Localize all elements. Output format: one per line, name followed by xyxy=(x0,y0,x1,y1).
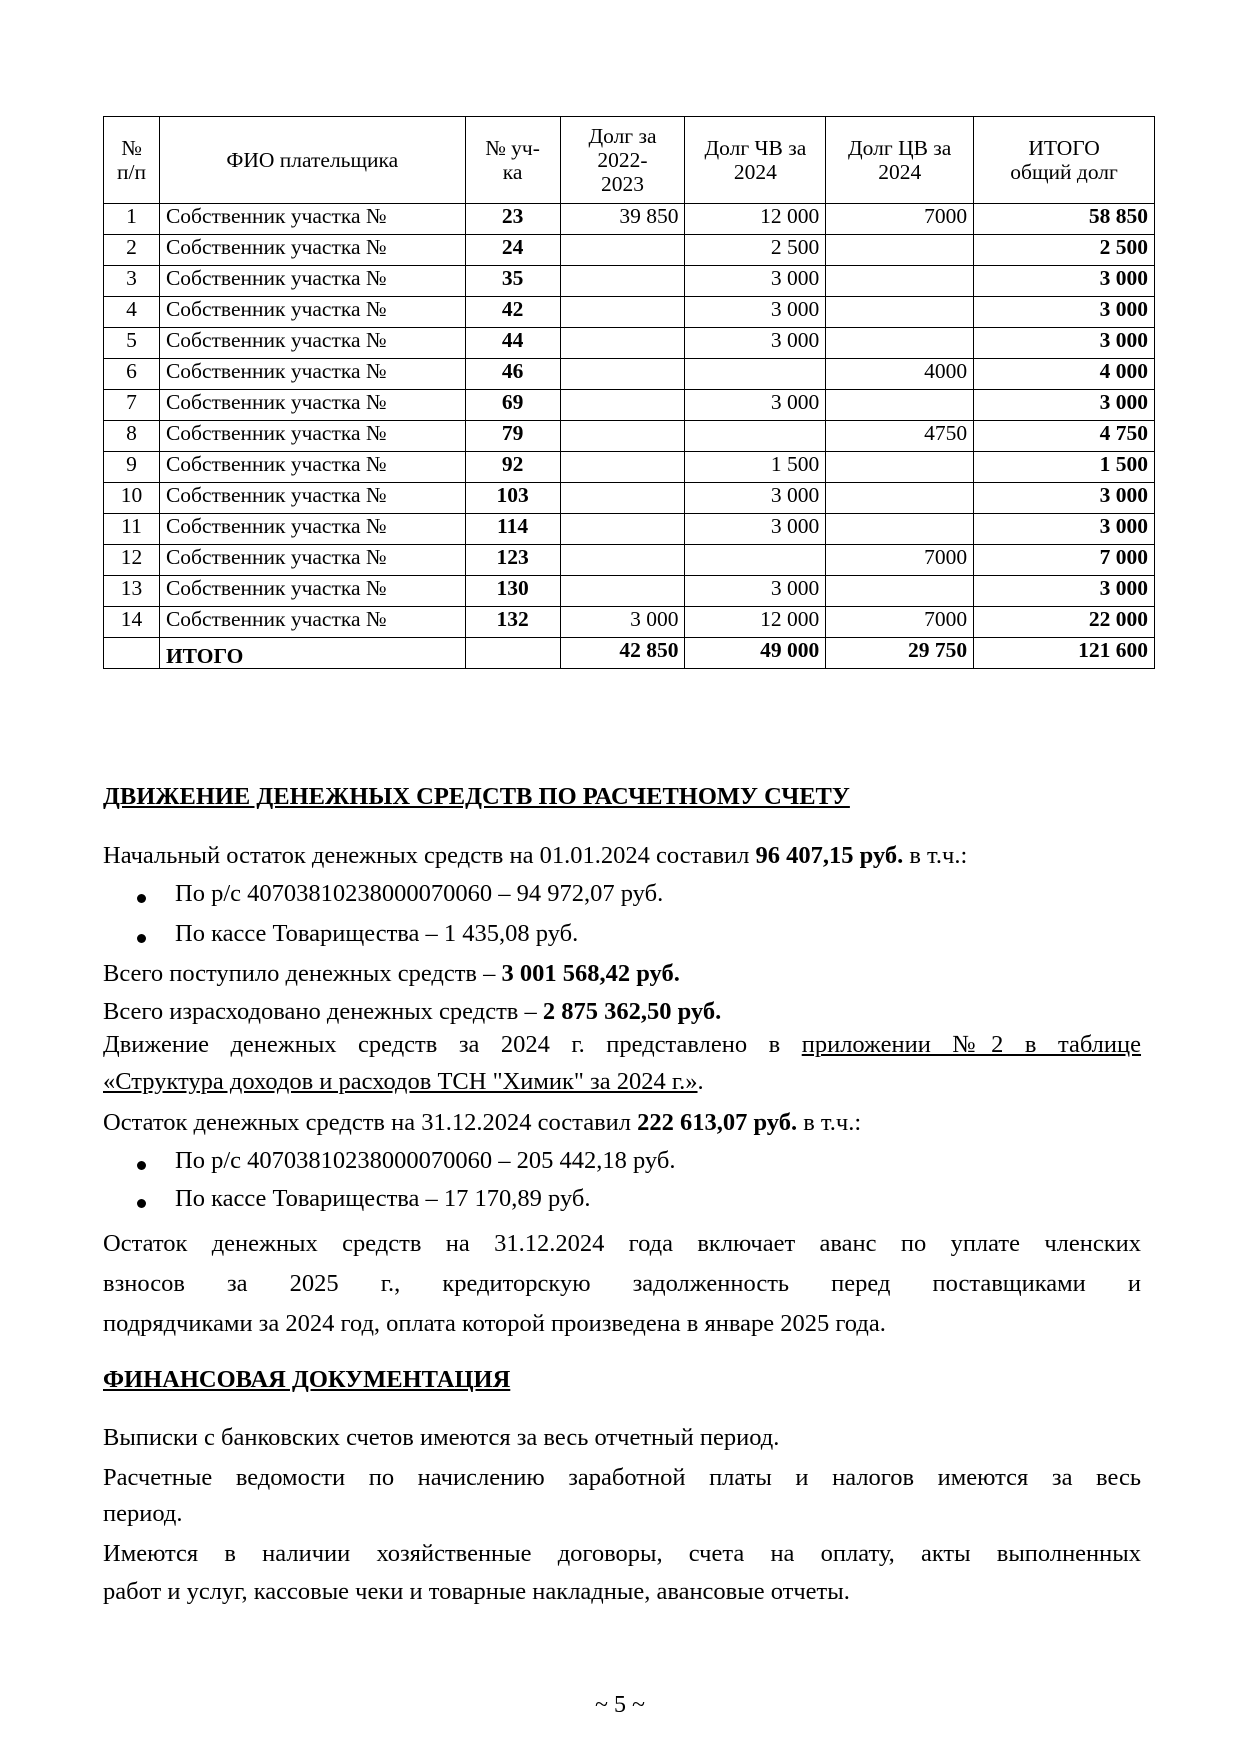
cell-debt-2022 xyxy=(560,235,685,266)
cell-name: Собственник участка № xyxy=(159,576,465,607)
cell-debt-cv: 1 500 xyxy=(685,452,826,483)
table-total-row xyxy=(104,638,1155,669)
cell-debt-2022 xyxy=(560,421,685,452)
bullet-text: По кассе Товарищества – 17 170,89 руб. xyxy=(175,1185,591,1212)
cell-debt-cv: 3 000 xyxy=(685,483,826,514)
finance-line-1: Выписки с банковских счетов имеются за весь отчетный период. xyxy=(103,1424,780,1451)
cell-num: 3 xyxy=(104,266,160,297)
cell-debt-2022 xyxy=(560,328,685,359)
cell-total: 1 500 xyxy=(974,452,1155,483)
cell-debt-cv: 3 000 xyxy=(685,328,826,359)
cell-name: Собственник участка № xyxy=(159,545,465,576)
cell-debt-tsv: 7000 xyxy=(826,545,974,576)
cell-num: 11 xyxy=(104,514,160,545)
bullet-dot-icon xyxy=(137,894,146,903)
note-line-1: Остаток денежных средств на 31.12.2024 года включает аванс по уплате членских xyxy=(103,1230,1141,1257)
cell-plot: 130 xyxy=(465,576,560,607)
cell-debt-cv: 3 000 xyxy=(685,297,826,328)
cell-num: 4 xyxy=(104,297,160,328)
table-row xyxy=(104,359,1155,390)
cell-plot: 44 xyxy=(465,328,560,359)
bullet-dot-icon xyxy=(137,934,146,943)
table-header-row xyxy=(104,117,1155,204)
movement-line-1 xyxy=(103,1027,1141,1063)
cell-debt-cv: 3 000 xyxy=(685,390,826,421)
cell-num: 1 xyxy=(104,204,160,235)
table-row xyxy=(104,421,1155,452)
cell-plot: 114 xyxy=(465,514,560,545)
spent-amount: 2 875 362,50 руб. xyxy=(542,998,722,1025)
received-line xyxy=(103,956,1141,992)
cell-plot: 123 xyxy=(465,545,560,576)
cell-total: 3 000 xyxy=(974,297,1155,328)
closing-amount: 222 613,07 руб. xyxy=(637,1109,798,1136)
cell-name: Собственник участка № xyxy=(159,297,465,328)
cell-num: 9 xyxy=(104,452,160,483)
cell-total: 3 000 xyxy=(974,266,1155,297)
cell-debt-tsv xyxy=(826,576,974,607)
cell-plot: 46 xyxy=(465,359,560,390)
list-item xyxy=(175,1147,675,1175)
cell-name: Собственник участка № xyxy=(159,235,465,266)
cell-plot: 42 xyxy=(465,297,560,328)
total-cell-plot xyxy=(465,638,560,669)
cell-num: 12 xyxy=(104,545,160,576)
opening-incl: в т.ч.: xyxy=(903,842,968,869)
cell-total: 4 000 xyxy=(974,359,1155,390)
note-line-2: взносов за 2025 г., кредиторскую задолженность перед поставщиками и xyxy=(103,1270,1141,1297)
cell-num: 5 xyxy=(104,328,160,359)
cell-debt-tsv xyxy=(826,514,974,545)
cell-debt-tsv xyxy=(826,452,974,483)
finance-line-3a: Имеются в наличии хозяйственные договоры, счета на оплату, акты выполненных xyxy=(103,1540,1141,1567)
total-debt-2022: 42 850 xyxy=(560,638,685,669)
cell-debt-cv: 12 000 xyxy=(685,607,826,638)
cell-total: 3 000 xyxy=(974,514,1155,545)
cell-total: 2 500 xyxy=(974,235,1155,266)
closing-text: Остаток денежных средств на 31.12.2024 составил xyxy=(103,1109,638,1136)
cell-debt-tsv: 4000 xyxy=(826,359,974,390)
cell-debt-tsv xyxy=(826,390,974,421)
movement-text: Движение денежных средств за 2024 г. представлено в xyxy=(103,1031,802,1058)
cell-debt-cv xyxy=(685,545,826,576)
cell-total: 3 000 xyxy=(974,390,1155,421)
cell-debt-2022 xyxy=(560,483,685,514)
cell-total: 3 000 xyxy=(974,576,1155,607)
cell-debt-2022 xyxy=(560,514,685,545)
table-row xyxy=(104,235,1155,266)
table-row xyxy=(104,607,1155,638)
cell-total: 4 750 xyxy=(974,421,1155,452)
header-total: ИТОГО общий долг xyxy=(974,117,1155,204)
opening-text: Начальный остаток денежных средств на 01.01.2024 составил xyxy=(103,842,756,869)
cell-debt-tsv: 4750 xyxy=(826,421,974,452)
cell-total: 22 000 xyxy=(974,607,1155,638)
opening-amount: 96 407,15 руб. xyxy=(755,842,904,869)
cell-debt-cv: 12 000 xyxy=(685,204,826,235)
cell-num: 14 xyxy=(104,607,160,638)
cell-debt-cv xyxy=(685,421,826,452)
cell-name: Собственник участка № xyxy=(159,483,465,514)
list-item xyxy=(175,1185,591,1213)
cell-name: Собственник участка № xyxy=(159,421,465,452)
spent-text: Всего израсходовано денежных средств – xyxy=(103,998,543,1025)
list-item xyxy=(175,880,663,908)
cell-plot: 92 xyxy=(465,452,560,483)
cell-num: 6 xyxy=(104,359,160,390)
cell-plot: 79 xyxy=(465,421,560,452)
cell-debt-tsv xyxy=(826,235,974,266)
cell-debt-cv: 3 000 xyxy=(685,266,826,297)
header-debt-cv: Долг ЧВ за 2024 xyxy=(685,117,826,204)
table-row xyxy=(104,452,1155,483)
finance-line-3b: работ и услуг, кассовые чеки и товарные накладные, авансовые отчеты. xyxy=(103,1578,850,1605)
closing-balance xyxy=(103,1105,1141,1141)
cell-debt-tsv xyxy=(826,266,974,297)
cell-debt-cv: 3 000 xyxy=(685,576,826,607)
header-debt-2022: Долг за 2022- 2023 xyxy=(560,117,685,204)
list-item xyxy=(175,920,578,948)
cell-plot: 23 xyxy=(465,204,560,235)
cell-name: Собственник участка № xyxy=(159,328,465,359)
cell-total: 3 000 xyxy=(974,328,1155,359)
bullet-text: По р/с 40703810238000070060 – 94 972,07 руб. xyxy=(175,880,664,907)
finance-heading: ФИНАНСОВАЯ ДОКУМЕНТАЦИЯ xyxy=(103,1366,511,1393)
table-row xyxy=(104,514,1155,545)
cell-name: Собственник участка № xyxy=(159,266,465,297)
cell-debt-cv xyxy=(685,359,826,390)
movement-line-2 xyxy=(103,1064,1141,1100)
total-debt-tsv: 29 750 xyxy=(826,638,974,669)
finance-line-2a: Расчетные ведомости по начислению заработной платы и налогов имеются за весь xyxy=(103,1464,1141,1491)
cell-debt-tsv xyxy=(826,483,974,514)
cell-debt-2022 xyxy=(560,452,685,483)
cell-debt-2022 xyxy=(560,359,685,390)
bullet-dot-icon xyxy=(137,1199,146,1208)
received-amount: 3 001 568,42 руб. xyxy=(501,960,680,987)
appendix-link-title[interactable]: «Структура доходов и расходов ТСН "Химик" за 2024 г.» xyxy=(103,1068,698,1095)
cell-debt-cv: 2 500 xyxy=(685,235,826,266)
page-number: ~ 5 ~ xyxy=(595,1692,645,1718)
finance-line-2b: период. xyxy=(103,1500,183,1527)
note-line-3: подрядчиками за 2024 год, оплата которой произведена в январе 2025 года. xyxy=(103,1310,886,1337)
cell-name: Собственник участка № xyxy=(159,514,465,545)
cell-name: Собственник участка № xyxy=(159,607,465,638)
table-row xyxy=(104,545,1155,576)
table-row xyxy=(104,266,1155,297)
total-debt-cv: 49 000 xyxy=(685,638,826,669)
cell-name: Собственник участка № xyxy=(159,359,465,390)
cell-debt-2022 xyxy=(560,545,685,576)
cell-plot: 69 xyxy=(465,390,560,421)
bullet-dot-icon xyxy=(137,1161,146,1170)
cell-debt-2022: 3 000 xyxy=(560,607,685,638)
cell-num: 13 xyxy=(104,576,160,607)
closing-incl: в т.ч.: xyxy=(797,1109,862,1136)
cell-total: 7 000 xyxy=(974,545,1155,576)
header-num: № п/п xyxy=(104,117,160,204)
movement-end: . xyxy=(697,1068,704,1095)
cell-debt-2022 xyxy=(560,266,685,297)
cell-debt-2022 xyxy=(560,390,685,421)
cell-total: 58 850 xyxy=(974,204,1155,235)
total-label: ИТОГО xyxy=(159,638,465,669)
cell-name: Собственник участка № xyxy=(159,452,465,483)
opening-balance xyxy=(103,838,1141,874)
header-debt-tsv: Долг ЦВ за 2024 xyxy=(826,117,974,204)
cell-debt-2022 xyxy=(560,576,685,607)
table-row xyxy=(104,297,1155,328)
cell-total: 3 000 xyxy=(974,483,1155,514)
spent-line xyxy=(103,994,1141,1030)
cell-name: Собственник участка № xyxy=(159,204,465,235)
cell-plot: 24 xyxy=(465,235,560,266)
received-text: Всего поступило денежных средств – xyxy=(103,960,502,987)
cell-debt-tsv xyxy=(826,297,974,328)
cell-num: 2 xyxy=(104,235,160,266)
debt-table xyxy=(103,116,1155,669)
total-cell-num xyxy=(104,638,160,669)
cell-plot: 103 xyxy=(465,483,560,514)
bullet-text: По кассе Товарищества – 1 435,08 руб. xyxy=(175,920,579,947)
cell-debt-tsv: 7000 xyxy=(826,204,974,235)
cell-debt-tsv xyxy=(826,328,974,359)
cell-debt-cv: 3 000 xyxy=(685,514,826,545)
table-row xyxy=(104,328,1155,359)
table-row xyxy=(104,204,1155,235)
bullet-text: По р/с 40703810238000070060 – 205 442,18 руб. xyxy=(175,1147,676,1174)
cell-num: 7 xyxy=(104,390,160,421)
cell-plot: 35 xyxy=(465,266,560,297)
cash-heading: ДВИЖЕНИЕ ДЕНЕЖНЫХ СРЕДСТВ ПО РАСЧЕТНОМУ СЧЕТУ xyxy=(103,783,850,810)
cell-debt-2022 xyxy=(560,297,685,328)
header-name: ФИО плательщика xyxy=(159,117,465,204)
cell-num: 10 xyxy=(104,483,160,514)
cell-plot: 132 xyxy=(465,607,560,638)
cell-debt-2022: 39 850 xyxy=(560,204,685,235)
table-row xyxy=(104,576,1155,607)
appendix-link[interactable]: приложении №2 в таблице xyxy=(801,1031,1142,1058)
table-row xyxy=(104,390,1155,421)
table-row xyxy=(104,483,1155,514)
cell-num: 8 xyxy=(104,421,160,452)
header-plot: № уч- ка xyxy=(465,117,560,204)
total-grand: 121 600 xyxy=(974,638,1155,669)
cell-name: Собственник участка № xyxy=(159,390,465,421)
cell-debt-tsv: 7000 xyxy=(826,607,974,638)
